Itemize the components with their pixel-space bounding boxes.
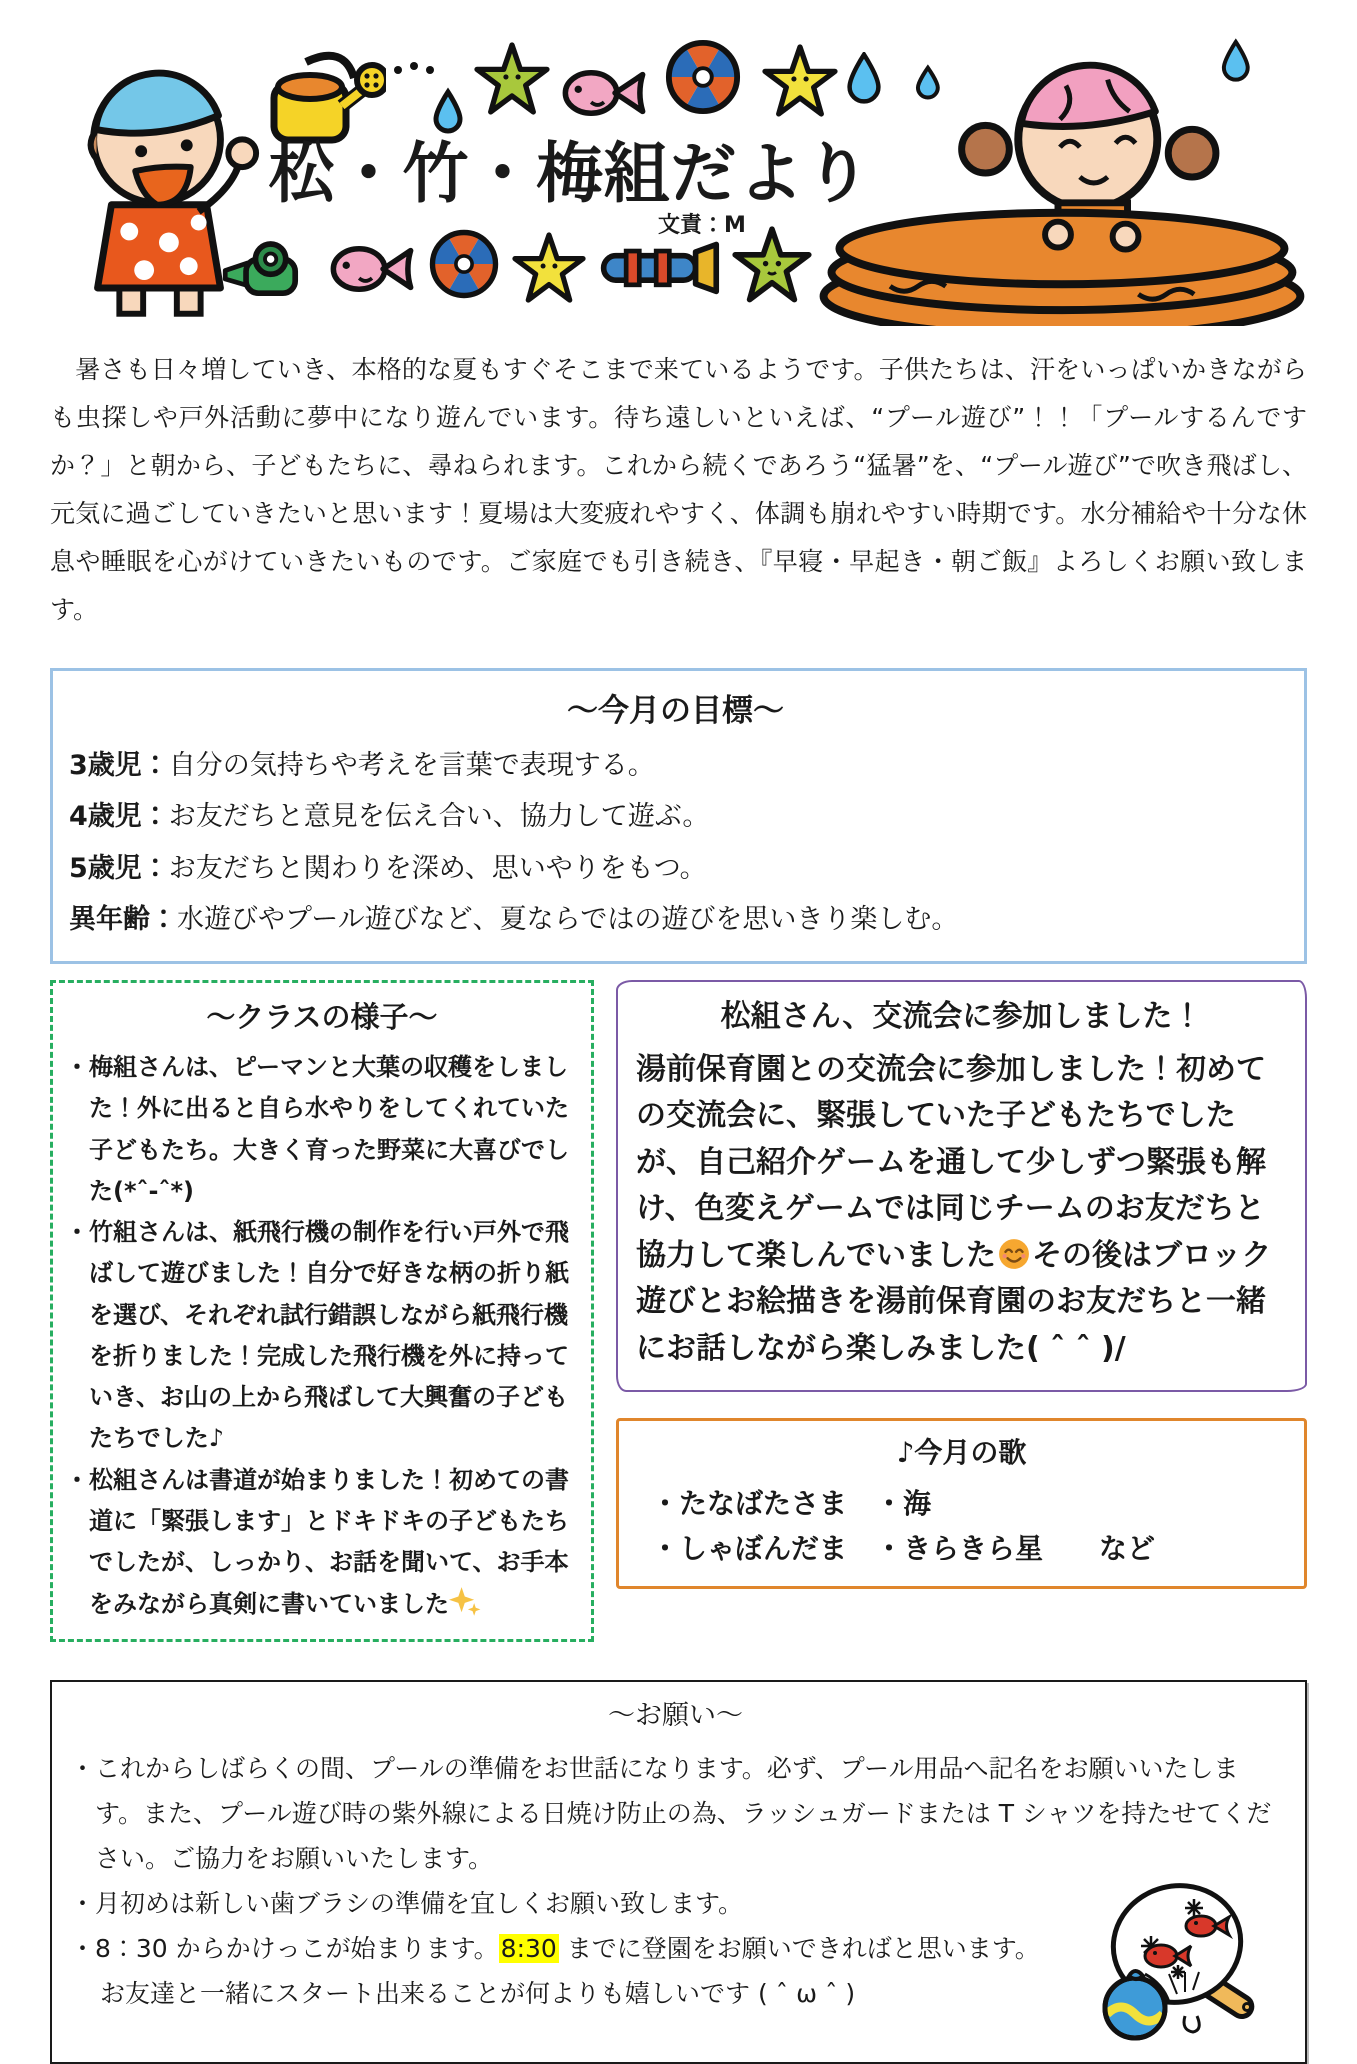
two-column-section — [50, 980, 1307, 1642]
class-item-ume — [65, 1047, 579, 1212]
goldfish-fan-icon — [1089, 1876, 1279, 2048]
right-column — [616, 980, 1307, 1588]
author-credit: 文責：M — [658, 213, 746, 238]
request-item-pool: ・これからしばらくの間、プールの準備をお世話になります。必ず、プール用品へ記名をお願いいたします。また、プール遊び時の紫外線による日焼け防止の為、ラッシュガードまたは T シャツを持たせてください。ご協力をお願いいたします。 — [70, 1754, 1272, 1874]
sparkle-emoji-icon — [449, 1586, 481, 1618]
class-item-text: ・梅組さんは、ピーマンと大葉の収穫をしました！外に出ると自ら水やりをしてくれていた子どもたち。大きく育った野菜に大喜びでした(*ˆ-ˆ*) — [65, 1053, 569, 1205]
exchange-title: 松組さん、交流会に参加しました！ — [720, 999, 1203, 1035]
class-item-take — [65, 1212, 579, 1460]
newsletter-title: 松・竹・梅組だより — [268, 135, 872, 212]
goal-text: 水遊びやプール遊びなど、夏ならではの遊びを思いきり楽しむ。 — [177, 903, 959, 935]
goal-label: 5歳児： — [69, 852, 169, 884]
song-line: ・たなばたさま ・海 — [651, 1486, 932, 1520]
beach-ball-icon — [664, 38, 742, 116]
green-starfish-icon — [732, 226, 812, 306]
class-news-title: ～クラスの様子～ — [206, 1000, 438, 1035]
request-text: までに登園をお願いできればと思います。 — [558, 1934, 1040, 1964]
header-banner — [50, 24, 1307, 326]
goal-label: 異年齢： — [69, 903, 177, 935]
songs-title: ♪今月の歌 — [896, 1436, 1027, 1470]
requests-box — [50, 1680, 1307, 2064]
highlighted-time: 8:30 — [500, 1934, 557, 1964]
monthly-songs-box — [616, 1418, 1307, 1588]
class-news-box — [50, 980, 594, 1642]
goal-label: 3歳児： — [69, 750, 169, 781]
class-item-text: ・松組さんは書道が始まりました！初めての書道に「緊張します」とドキドキの子どもたちでしたが、しっかり、お話を聞いて、お手本をみながら真剣に書いていました — [65, 1465, 569, 1618]
class-item-text: ・竹組さんは、紙飛行機の制作を行い戸外で飛ばして遊びました！自分で好きな柄の折り紙を選び、それぞれ試行錯誤しながら紙飛行機を折りました！完成した飛行機を外に持っていき、お山の上から飛ばして大興奮の子どもたちでした♪ — [65, 1218, 569, 1453]
goal-text: お友だちと関わりを深め、思いやりをもつ。 — [168, 852, 707, 884]
yellow-star-icon — [512, 232, 586, 306]
goal-text: お友だちと意見を伝え合い、協力して遊ぶ。 — [168, 801, 710, 833]
pink-fish-icon — [326, 238, 418, 300]
class-item-matsu — [65, 1460, 579, 1625]
exchange-text: その後はブロック遊びとお絵描きを湯前保育園のお友だちと一緒にお話しながら楽しみました( ˆ ˆ )/ — [636, 1237, 1272, 1366]
green-star-icon — [474, 42, 550, 118]
beach-ball-icon — [428, 228, 500, 300]
exchange-text: 湯前保育園との交流会に参加しました！初めての交流会に、緊張していた子どもたちでしたが、自己紹介ゲームを通して少しずつ緊張も解け、色変えゲームでは同じチームのお友だちと協力して楽しんでいました — [636, 1051, 1266, 1273]
monthly-goals-box — [50, 668, 1307, 964]
green-watering-pot-icon — [212, 234, 316, 306]
exchange-meeting-box — [616, 980, 1307, 1392]
goal-text: 自分の気持ちや考えを言葉で表現する。 — [168, 750, 655, 781]
goal-row-3yo — [69, 740, 1282, 791]
requests-title: ～お願い～ — [608, 1699, 743, 1731]
goal-row-4yo — [69, 791, 1282, 842]
goal-label: 4歳児： — [69, 801, 169, 833]
smile-emoji-icon — [998, 1238, 1030, 1270]
request-item-arrival-note: お友達と一緒にスタート出来ることが何よりも嬉しいです ( ˆ ω ˆ ) — [100, 1979, 856, 2009]
goal-row-mixed-age — [69, 894, 1282, 945]
exchange-body — [636, 1047, 1287, 1373]
request-text: ・8：30 からかけっこが始まります。 — [70, 1934, 499, 1964]
goal-row-5yo — [69, 843, 1282, 894]
toy-horn-icon — [598, 238, 720, 296]
left-column — [50, 980, 594, 1642]
intro-paragraph: 暑さも日々増していき、本格的な夏もすぐそこまで来ているようです。子供たちは、汗をいっぱいかきながらも虫探しや戸外活動に夢中になり遊んでいます。待ち遠しいといえば、“プール遊び”！！「プールするんですか？」と朝から、子どもたちに、尋ねられます。これから続くであろう“猛暑”を、“プール遊び”で吹き飛ばし、元気に過ごしていきたいと思います！夏場は大変疲れやすく、体調も崩れやすい時期です。水分補給や十分な休息や睡眠を心がけていきたいものです。ご家庭でも引き続き、『早寝・早起き・朝ご飯』よろしくお願い致します。 — [50, 355, 1307, 624]
request-item-toothbrush: ・月初めは新しい歯ブラシの準備を宜しくお願い致します。 — [70, 1889, 744, 1919]
pink-fish-icon — [558, 62, 650, 124]
goals-title: ～今月の目標～ — [567, 693, 784, 729]
song-line: ・しゃぼんだま ・きらきら星 など — [651, 1531, 1156, 1565]
